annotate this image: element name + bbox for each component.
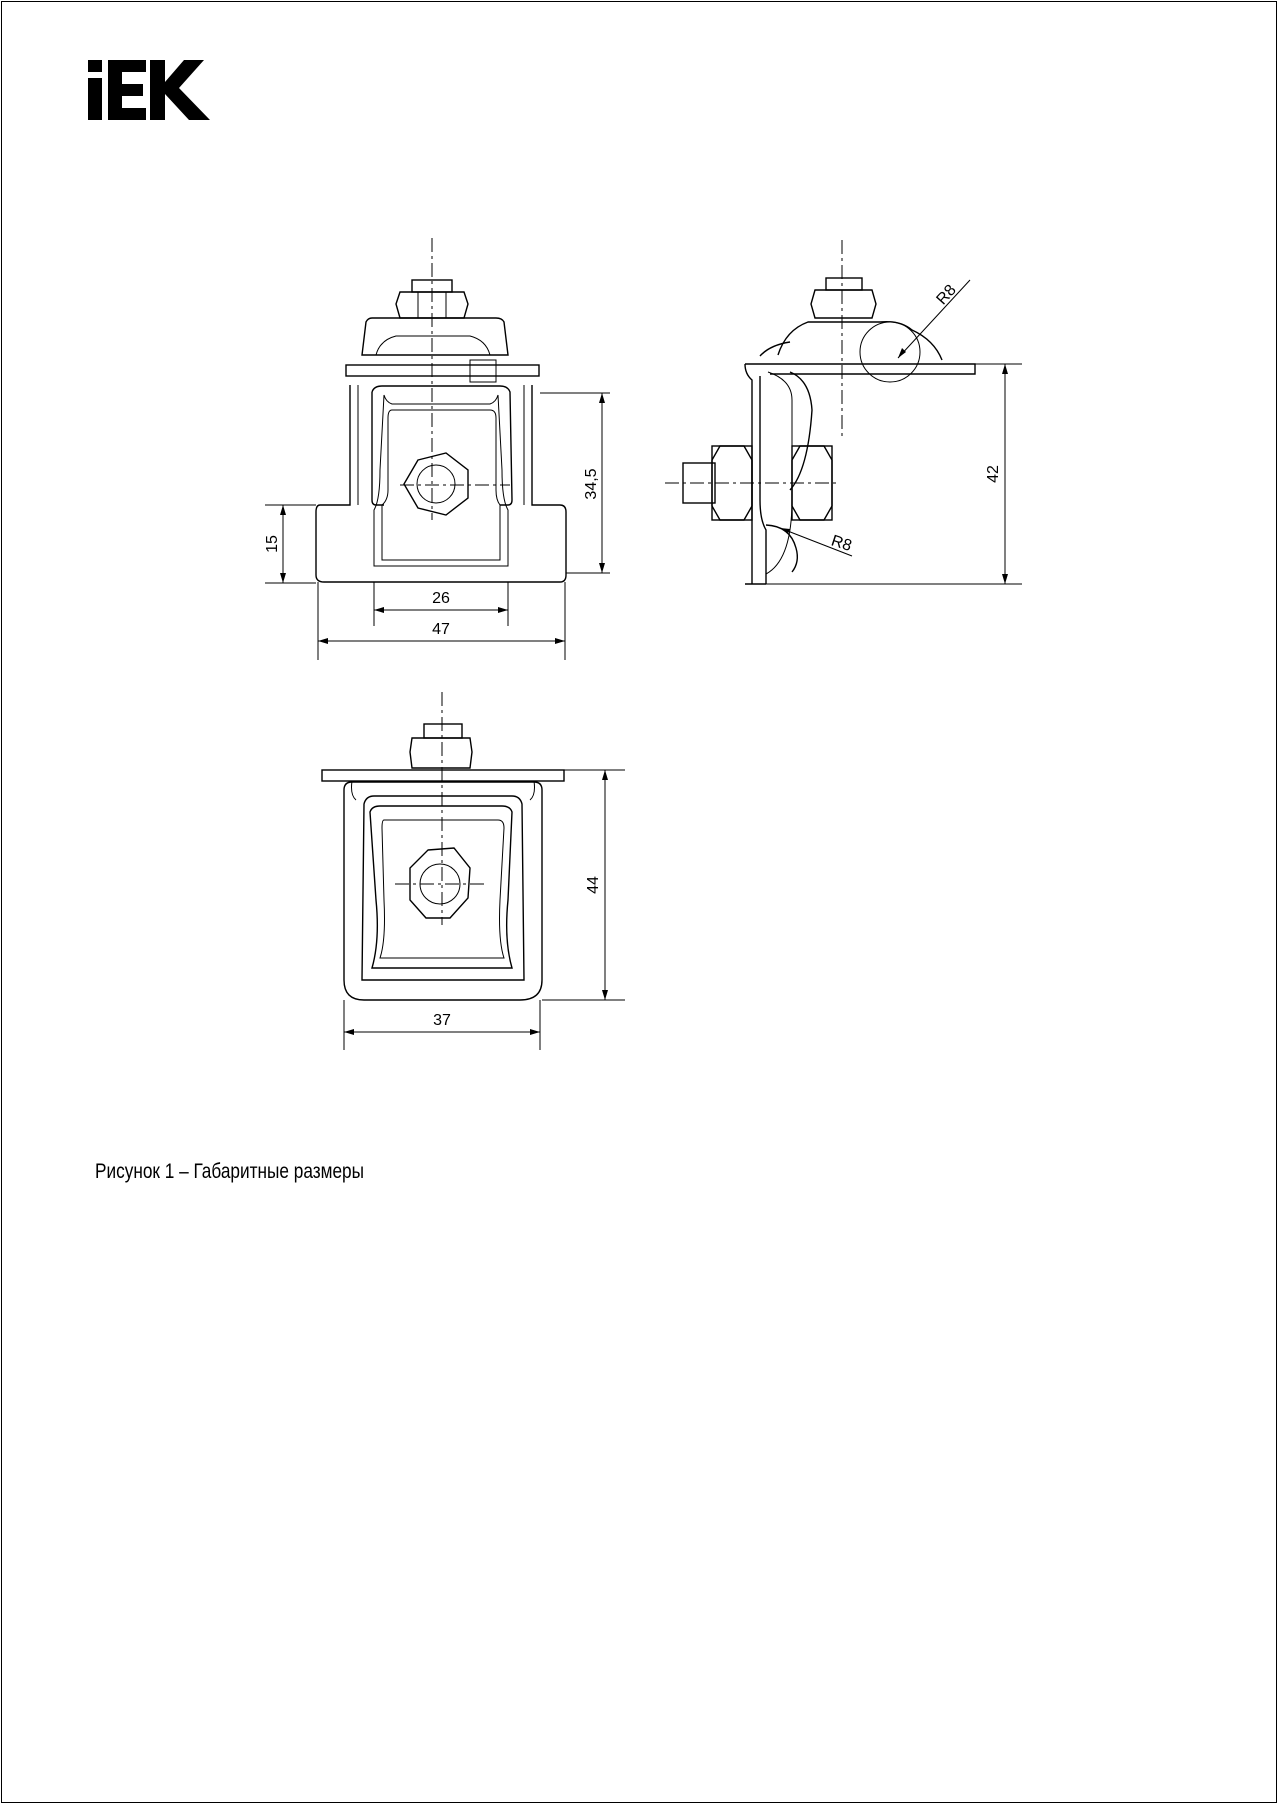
dim-height-front: 34,5 [583, 468, 600, 500]
front-view [264, 238, 610, 660]
side-view [665, 240, 1022, 584]
dim-radius-top: R8 [933, 281, 960, 309]
dim-rear-width: 37 [433, 1012, 451, 1029]
dim-radius-bottom: R8 [829, 532, 854, 555]
rear-view [322, 692, 625, 1050]
dim-base-height: 15 [264, 535, 281, 553]
dim-total-width: 47 [432, 621, 450, 638]
dim-side-height: 42 [985, 465, 1002, 483]
dim-rear-height: 44 [585, 876, 602, 894]
figure-caption: Рисунок 1 – Габаритные размеры [95, 1160, 364, 1183]
dim-inner-width: 26 [432, 590, 450, 607]
